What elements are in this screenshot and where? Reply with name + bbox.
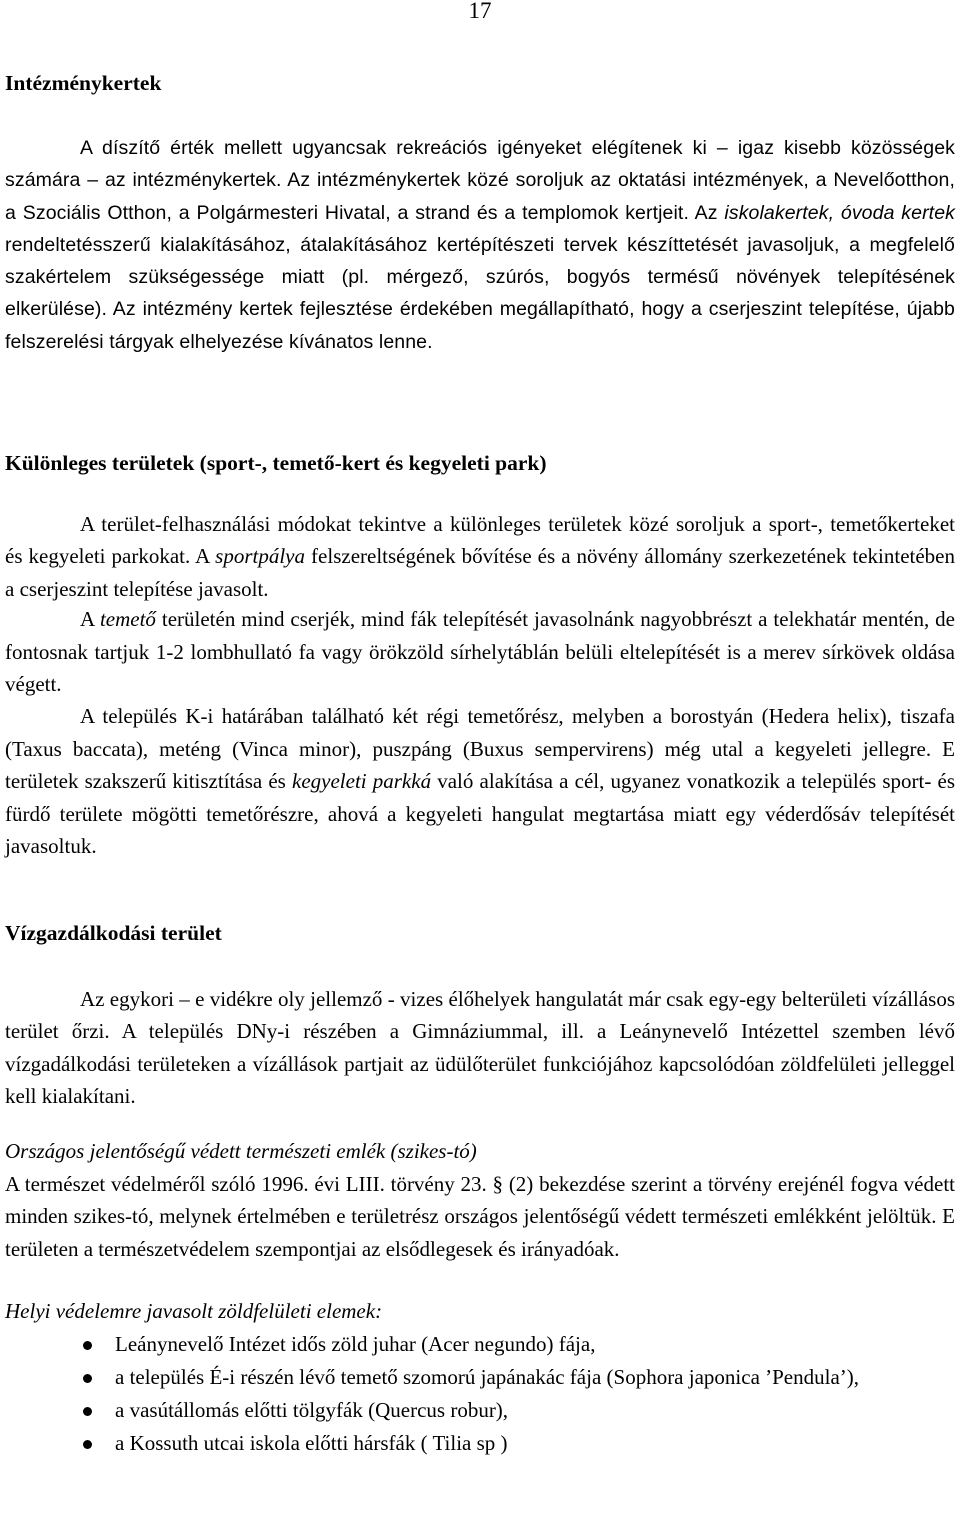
paragraph-kulonleges-3 [5,700,955,863]
paragraph-intezmenykertek [5,132,955,358]
heading-kulonleges: Különleges területek (sport-, temető-kert és kegyeleti park) [5,451,547,475]
text-run: A díszítő érték mellett ugyancsak rekreációs igényeket elégítenek ki – igaz kisebb közösségek számára – az intézménykertek. Az intézménykertek közé soroljuk az oktatási intézmények, a Nevelőotthon, a Szociális Otthon, a Polgármesteri Hivatal, a strand és a templomok kertjeit. Az [5,137,955,224]
list-item [5,1361,955,1394]
paragraph-kulonleges-2 [5,603,955,701]
italic-term: temető [99,607,156,631]
italic-term: sportpálya [215,544,306,569]
text-run: rendeltetésszerű kialakításához, átalakításához kertépítészeti tervek készíttetését javasoljuk, a megfelelő szakértelem szükségessége miatt (pl. mérgező, szúrós, bogyós termésű növények telepítésének elkerülése). Az intézmény kertek fejlesztése érdekében megállapítható, hogy a cserjeszint telepítése, újabb felszerelési tárgyak elhelyezése kívánatos lenne. [5,233,955,353]
italic-term: kegyeleti parkká [292,769,432,794]
text-run: való alakítása a cél, ugyanez vonatkozik a település sport- és fürdő területe mögötti temetőrészre, ahová a kegyeleti hangulat megtartása miatt egy véderdősáv telepítését javasoltuk. [5,769,955,859]
list-item [5,1328,955,1361]
list-item [5,1394,955,1427]
text-run: felszereltségének bővítése és a növény állomány szerkezetének tekintetében a cserjeszint telepítése javasolt. [5,544,955,601]
text-run: területén mind cserjék, mind fák telepítését javasolnánk nagyobbrészt a telekhatár mentén, de fontosnak tartjuk 1-2 lombhullató fa vagy örökzöld sírhelytáblán belüli eltelepítését is a merev sírkövek oldása végett. [5,607,955,697]
heading-intezmenykertek: Intézménykertek [5,71,162,95]
paragraph-vizgazdalkodasi: Az egykori – e vidékre oly jellemző - vizes élőhelyek hangulatát már csak egy-egy belterületi vízállásos terület őrzi. A település DNy-i részében a Gimnáziummal, ill. a Leánynevelő Intézettel szemben lévő vízgadálkodási területeken a vízállások partjait az üdülőterület funkciójához kapcsolódóan zöldfelületi jelleggel kell kialakítani. [5,987,955,1109]
page-number: 17 [468,0,492,23]
list-item-text: Leánynevelő Intézet idős zöld juhar (Acer negundo) fája, [115,1332,596,1356]
protected-elements-list [5,1328,955,1460]
italic-term: iskolakertek, óvoda kertek [724,201,955,224]
bullet-icon [83,1374,92,1383]
list-item-text: a Kossuth utcai iskola előtti hársfák ( Tilia sp ) [115,1431,508,1455]
heading-helyi: Helyi védelemre javasolt zöldfelületi elemek: [5,1299,383,1323]
list-item-text: a vasútállomás előtti tölgyfák (Quercus robur), [115,1398,509,1422]
bullet-icon [83,1440,92,1449]
bullet-icon [83,1407,92,1416]
list-item-text: a település É-i részén lévő temető szomorú japánakác fája (Sophora japonica ’Pendula’), [115,1365,860,1389]
text-run: A terület-felhasználási módokat tekintve a különleges területek közé soroljuk a sport-, temetőkerteket és kegyeleti parkokat. A [5,512,955,569]
heading-vizgazdalkodasi: Vízgazdálkodási terület [5,921,222,945]
heading-orszagos: Országos jelentőségű védett természeti emlék (szikes-tó) [5,1139,477,1163]
text-run: A település K-i határában található két régi temetőrész, melyben a borostyán (Hedera helix), tiszafa (Taxus baccata), meténg (Vinca minor), puszpáng (Buxus sempervirens) még utal a kegyeleti jellegre. E területek szakszerű kitisztítása és [5,704,955,794]
bullet-icon [83,1341,92,1350]
list-item [5,1427,955,1460]
paragraph-kulonleges-1 [5,508,955,605]
text-run: A [80,607,100,631]
paragraph-orszagos: A természet védelméről szóló 1996. évi LIII. törvény 23. § (2) bekezdése szerint a törvény erejénél fogva védett minden szikes-tó, melynek értelmében e területrész országos jelentőségű védett természeti emlékként jelöltük. E területen a természetvédelem szempontjai az elsődlegesek és irányadóak. [5,1172,955,1261]
